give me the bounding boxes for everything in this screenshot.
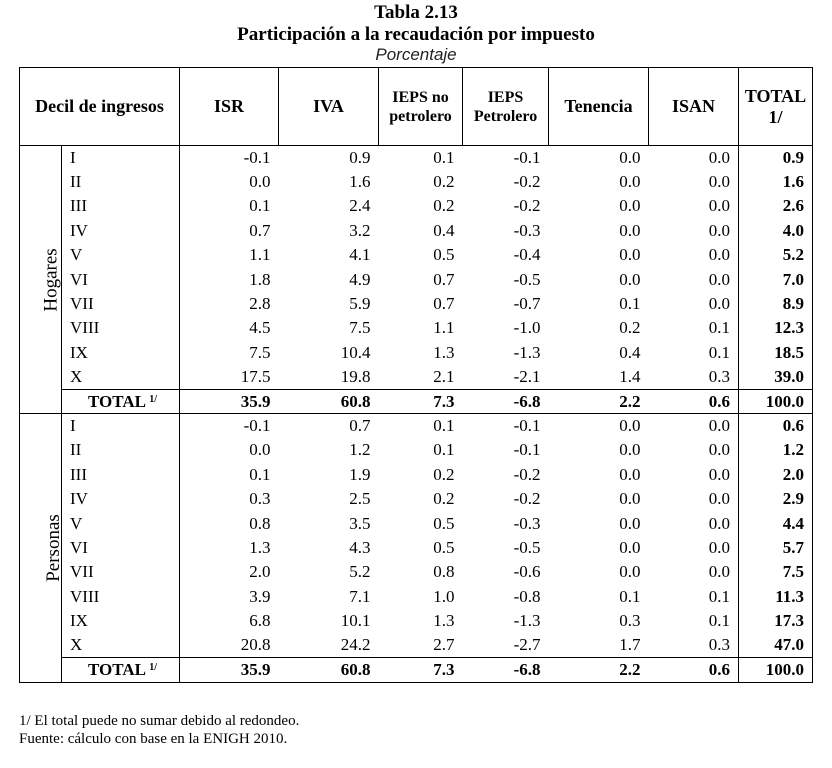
cell-value: 0.0 [708, 172, 730, 192]
cell-value: 4.5 [180, 316, 279, 340]
cell-value: 0.3 [708, 635, 730, 655]
tax-participation-table [19, 67, 813, 683]
cell-value: 0.8 [433, 562, 455, 582]
cell-value: 0.1 [708, 342, 730, 362]
cell-value: 4.4 [739, 511, 813, 535]
table-row [20, 438, 813, 462]
cell-value: -0.3 [513, 220, 541, 240]
cell-value: 100.0 [739, 658, 813, 682]
total-label-text: TOTAL [88, 659, 146, 679]
table-row [20, 146, 813, 170]
cell-value: 2.0 [180, 560, 279, 584]
cell-value: 0.0 [708, 489, 730, 509]
total-row [20, 658, 813, 682]
cell-value: -0.1 [463, 414, 549, 438]
cell-value: 0.0 [708, 562, 730, 582]
cell-value: 0.0 [619, 245, 641, 265]
cell-value: 0.2 [433, 489, 455, 509]
col-header-ieps-petrolero: IEPS Petrolero [463, 68, 549, 146]
table-row [20, 267, 813, 291]
col-header-decil: Decil de ingresos [20, 68, 180, 146]
total-label [62, 658, 180, 682]
col-header-iva: IVA [279, 68, 379, 146]
col-header-tenencia: Tenencia [549, 68, 649, 146]
cell-value: 10.1 [340, 611, 371, 631]
table-row [20, 316, 813, 340]
cell-value: 0.1 [619, 586, 641, 606]
cell-value: -0.1 [180, 146, 279, 170]
cell-value: 0.0 [708, 294, 730, 314]
cell-value: 0.6 [649, 389, 739, 413]
decile-label: VI [62, 267, 180, 291]
table-row [20, 219, 813, 243]
decile-label: VIII [62, 585, 180, 609]
cell-value: -0.2 [513, 489, 541, 509]
cell-value: -0.6 [513, 562, 541, 582]
cell-value: 0.1 [180, 463, 279, 487]
cell-value: 7.0 [739, 267, 813, 291]
decile-label: III [62, 194, 180, 218]
cell-value: 0.0 [708, 245, 730, 265]
table-row [20, 633, 813, 657]
cell-value: 0.8 [180, 511, 279, 535]
decile-label: II [62, 438, 180, 462]
cell-value: 0.7 [180, 219, 279, 243]
cell-value: 0.0 [619, 537, 641, 557]
cell-value: 7.5 [180, 341, 279, 365]
cell-value: 7.5 [349, 318, 371, 338]
cell-value: 0.0 [180, 438, 279, 462]
cell-value: 1.1 [433, 318, 455, 338]
cell-value: 12.3 [739, 316, 813, 340]
cell-value: 6.8 [180, 609, 279, 633]
cell-value: 7.5 [739, 560, 813, 584]
cell-value: 0.1 [708, 318, 730, 338]
cell-value: 1.3 [433, 611, 455, 631]
cell-value: 1.2 [739, 438, 813, 462]
cell-value: 60.8 [279, 389, 379, 413]
decile-label: IV [62, 487, 180, 511]
cell-value: 100.0 [739, 389, 813, 413]
cell-value: 0.7 [433, 294, 455, 314]
group-label-hogares [20, 146, 62, 414]
cell-value: 5.7 [739, 536, 813, 560]
cell-value: 1.6 [349, 172, 371, 192]
cell-value: 24.2 [340, 635, 371, 655]
cell-value: -0.2 [513, 172, 541, 192]
cell-value: 0.0 [708, 196, 730, 216]
table-row [20, 365, 813, 389]
decile-label: X [62, 365, 180, 389]
col-header-isan: ISAN [649, 68, 739, 146]
cell-value: 0.3 [708, 366, 730, 386]
cell-value: 1.4 [619, 366, 641, 386]
cell-value: 1.7 [619, 635, 641, 655]
cell-value: 0.6 [649, 658, 739, 682]
cell-value: 4.9 [349, 269, 371, 289]
cell-value: 5.2 [739, 243, 813, 267]
cell-value: 3.2 [349, 220, 371, 240]
cell-value: 0.7 [279, 414, 379, 438]
table-row [20, 243, 813, 267]
cell-value: 0.1 [379, 414, 463, 438]
cell-value: 0.0 [619, 196, 641, 216]
cell-value: -2.1 [513, 366, 541, 386]
table-title: Participación a la recaudación por impuesto [237, 24, 595, 45]
cell-value: 2.2 [549, 389, 649, 413]
cell-value: 0.1 [433, 440, 455, 460]
cell-value: 0.0 [619, 562, 641, 582]
cell-value: 3.5 [349, 513, 371, 533]
cell-value: 47.0 [739, 633, 813, 657]
cell-value: 8.9 [739, 292, 813, 316]
decile-label: II [62, 170, 180, 194]
decile-label: VII [62, 292, 180, 316]
cell-value: 0.0 [708, 513, 730, 533]
cell-value: 60.8 [279, 658, 379, 682]
cell-value: 0.3 [180, 487, 279, 511]
table-row [20, 511, 813, 535]
cell-value: 7.1 [349, 586, 371, 606]
total-row [20, 389, 813, 413]
cell-value: 1.8 [180, 267, 279, 291]
footnote-marker: 1/ [149, 661, 158, 673]
table-row [20, 585, 813, 609]
cell-value: 17.5 [180, 365, 279, 389]
total-label [62, 389, 180, 413]
cell-value: 2.4 [349, 196, 371, 216]
cell-value: 1.1 [180, 243, 279, 267]
decile-label: IV [62, 219, 180, 243]
cell-value: 0.0 [708, 537, 730, 557]
cell-value: 17.3 [739, 609, 813, 633]
cell-value: 19.8 [340, 366, 371, 386]
cell-value: -2.7 [513, 635, 541, 655]
table-number: Tabla 2.13 [374, 2, 458, 23]
cell-value: 0.0 [619, 489, 641, 509]
cell-value: -0.8 [513, 586, 541, 606]
cell-value: 0.2 [433, 464, 455, 484]
cell-value: 0.0 [649, 414, 739, 438]
cell-value: 4.1 [349, 245, 371, 265]
cell-value: 2.1 [433, 366, 455, 386]
cell-value: 2.5 [349, 489, 371, 509]
cell-value: 1.2 [349, 440, 371, 460]
col-header-isr: ISR [180, 68, 279, 146]
cell-value: 11.3 [739, 585, 813, 609]
cell-value: -0.1 [513, 440, 541, 460]
cell-value: 0.0 [549, 146, 649, 170]
cell-value: 3.9 [180, 585, 279, 609]
decile-label: V [62, 511, 180, 535]
cell-value: 0.5 [433, 245, 455, 265]
cell-value: 39.0 [739, 365, 813, 389]
decile-label: V [62, 243, 180, 267]
cell-value: 0.9 [279, 146, 379, 170]
cell-value: 2.2 [549, 658, 649, 682]
cell-value: 0.1 [379, 146, 463, 170]
cell-value: 0.0 [619, 464, 641, 484]
cell-value: -0.5 [513, 537, 541, 557]
units-label: Porcentaje [375, 45, 457, 64]
cell-value: 1.3 [180, 536, 279, 560]
cell-value: 0.4 [433, 220, 455, 240]
cell-value: 0.0 [708, 440, 730, 460]
cell-value: 0.0 [708, 269, 730, 289]
cell-value: 0.0 [619, 440, 641, 460]
cell-value: 35.9 [180, 658, 279, 682]
cell-value: 4.3 [349, 537, 371, 557]
cell-value: -0.2 [513, 464, 541, 484]
cell-value: -6.8 [463, 658, 549, 682]
cell-value: 5.2 [349, 562, 371, 582]
cell-value: -0.1 [463, 146, 549, 170]
cell-value: 0.0 [708, 464, 730, 484]
cell-value: -0.5 [513, 269, 541, 289]
group-label-personas [20, 414, 62, 682]
cell-value: 0.0 [649, 146, 739, 170]
cell-value: 1.9 [349, 464, 371, 484]
cell-value: 7.3 [379, 658, 463, 682]
cell-value: 0.0 [549, 414, 649, 438]
table-row [20, 341, 813, 365]
total-label-text: TOTAL [88, 391, 146, 411]
col-header-ieps-no-petrolero: IEPS no petrolero [379, 68, 463, 146]
table-row [20, 609, 813, 633]
cell-value: 0.0 [619, 513, 641, 533]
cell-value: -1.0 [513, 318, 541, 338]
cell-value: 0.0 [180, 170, 279, 194]
table-row [20, 292, 813, 316]
cell-value: 0.0 [708, 220, 730, 240]
cell-value: 1.3 [433, 342, 455, 362]
cell-value: 0.0 [619, 220, 641, 240]
group-label-text: Hogares [40, 247, 62, 312]
table-row [20, 560, 813, 584]
decile-label: I [62, 146, 180, 170]
cell-value: 10.4 [340, 342, 371, 362]
cell-value: 35.9 [180, 389, 279, 413]
cell-value: 20.8 [180, 633, 279, 657]
header-row [20, 68, 813, 146]
cell-value: -0.2 [513, 196, 541, 216]
cell-value: -0.1 [180, 414, 279, 438]
decile-label: IX [62, 341, 180, 365]
cell-value: -0.3 [513, 513, 541, 533]
cell-value: 1.6 [739, 170, 813, 194]
cell-value: 0.7 [433, 269, 455, 289]
cell-value: 0.6 [739, 414, 813, 438]
cell-value: -6.8 [463, 389, 549, 413]
cell-value: 2.0 [739, 463, 813, 487]
cell-value: 2.6 [739, 194, 813, 218]
cell-value: 0.5 [433, 537, 455, 557]
decile-label: I [62, 414, 180, 438]
cell-value: 0.4 [619, 342, 641, 362]
cell-value: 0.2 [433, 196, 455, 216]
cell-value: -0.7 [513, 294, 541, 314]
cell-value: 0.1 [619, 294, 641, 314]
cell-value: 0.1 [180, 194, 279, 218]
cell-value: 4.0 [739, 219, 813, 243]
decile-label: VII [62, 560, 180, 584]
cell-value: 2.7 [433, 635, 455, 655]
cell-value: 0.2 [433, 172, 455, 192]
cell-value: 0.0 [619, 269, 641, 289]
col-header-total: TOTAL 1/ [739, 68, 813, 146]
table-row [20, 463, 813, 487]
footnote-rounding: 1/ El total puede no sumar debido al redondeo. [19, 713, 300, 729]
cell-value: -1.3 [513, 611, 541, 631]
cell-value: 0.1 [708, 611, 730, 631]
cell-value: 18.5 [739, 341, 813, 365]
table-body [20, 146, 813, 683]
footnote-source: Fuente: cálculo con base en la ENIGH 2010. [19, 731, 288, 747]
decile-label: X [62, 633, 180, 657]
cell-value: -0.4 [513, 245, 541, 265]
cell-value: 0.0 [619, 172, 641, 192]
table-row [20, 194, 813, 218]
table-row [20, 414, 813, 438]
group-label-text: Personas [42, 514, 64, 582]
table-row [20, 487, 813, 511]
cell-value: -1.3 [513, 342, 541, 362]
cell-value: 2.8 [180, 292, 279, 316]
decile-label: IX [62, 609, 180, 633]
decile-label: VI [62, 536, 180, 560]
cell-value: 0.9 [739, 146, 813, 170]
cell-value: 7.3 [379, 389, 463, 413]
footnote-marker: 1/ [149, 393, 158, 405]
cell-value: 5.9 [349, 294, 371, 314]
table-row [20, 170, 813, 194]
decile-label: VIII [62, 316, 180, 340]
table-row [20, 536, 813, 560]
cell-value: 0.3 [619, 611, 641, 631]
decile-label: III [62, 463, 180, 487]
cell-value: 2.9 [739, 487, 813, 511]
cell-value: 0.1 [708, 586, 730, 606]
cell-value: 0.5 [433, 513, 455, 533]
cell-value: 0.2 [619, 318, 641, 338]
cell-value: 1.0 [433, 586, 455, 606]
